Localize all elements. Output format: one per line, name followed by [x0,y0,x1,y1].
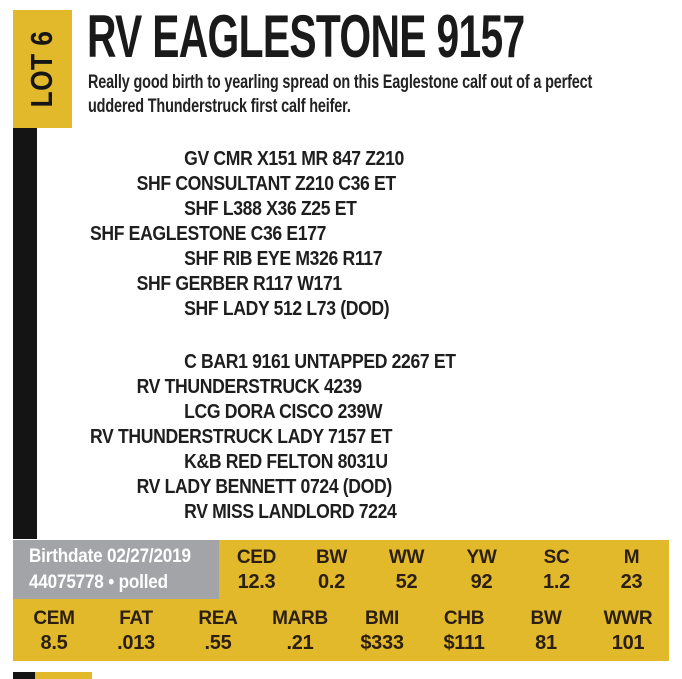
epd-header: CHB [443,608,485,629]
sire-pedigree [90,147,404,322]
lot-number-label: LOT 6 [24,30,60,108]
description-line-1: Really good birth to yearling spread on this Eaglestone calf out of a perfect [88,71,593,93]
animal-description [88,70,592,118]
epd-header: M [623,547,640,568]
epd-header: MARB [272,608,328,629]
epd-value: 1.2 [543,571,570,593]
sire-pedigree-line: SHF LADY 512 L73 (DOD) [184,298,390,320]
dam-pedigree-line: RV MISS LANDLORD 7224 [184,501,397,523]
epd-cell-ced [219,540,294,599]
epd-value: $111 [443,632,485,654]
epd-cell-m [594,540,669,599]
epd-value: 52 [395,571,418,593]
epd-cell-wwr [587,599,669,661]
epd-value: 92 [470,571,493,593]
epd-header: CED [236,547,277,568]
dam-pedigree-line: RV LADY BENNETT 0724 (DOD) [136,476,392,498]
epd-table [13,540,669,661]
sire-pedigree-line: SHF GERBER R117 W171 [136,273,342,295]
birth-info-box [13,540,219,599]
animal-name-title: RV EAGLESTONE 9157 [87,3,525,70]
dam-pedigree-line: C BAR1 9161 UNTAPPED 2267 ET [184,351,456,373]
sire-pedigree-line: SHF L388 X36 Z25 ET [184,198,357,220]
epd-cell-rea [177,599,259,661]
epd-cell-sc [519,540,594,599]
epd-cell-ww [369,540,444,599]
dam-pedigree-line: K&B RED FELTON 8031U [184,451,388,473]
next-lot-yellow-strip [35,672,92,679]
next-lot-black-strip [13,672,35,679]
epd-row-1 [13,540,669,599]
epd-value: $333 [360,632,404,654]
epd-header: YW [466,547,497,568]
registration-polled-text: 44075778 • polled [29,572,168,593]
epd-header: BW [315,547,348,568]
epd-value: 0.2 [318,571,345,593]
dam-pedigree-line: RV THUNDERSTRUCK LADY 7157 ET [90,426,393,448]
description-line-2: uddered Thunderstruck first calf heifer. [88,95,351,117]
sire-pedigree-line: SHF RIB EYE M326 R117 [184,248,383,270]
epd-cell-bmi [341,599,423,661]
dam-pedigree-line: LCG DORA CISCO 239W [184,401,383,423]
epd-header: BMI [365,608,399,629]
sire-pedigree-line: GV CMR X151 MR 847 Z210 [184,148,404,170]
epd-value: 101 [611,632,645,654]
epd-cell-bw2 [505,599,587,661]
epd-header: WW [388,547,425,568]
epd-value: 23 [620,571,643,593]
left-accent-bar [13,128,37,539]
epd-header: CEM [33,608,75,629]
epd-header: WWR [603,608,653,629]
lot-badge [13,10,72,128]
epd-row1-columns [219,540,669,599]
epd-value: 8.5 [40,632,68,654]
dam-pedigree-line: RV THUNDERSTRUCK 4239 [136,376,362,398]
epd-header: FAT [119,608,153,629]
dam-pedigree [90,350,456,525]
epd-value: .21 [286,632,314,654]
epd-value: .013 [117,632,155,654]
epd-cell-fat [95,599,177,661]
epd-value: .55 [204,632,232,654]
epd-value: 12.3 [237,571,276,593]
birthdate-text: Birthdate 02/27/2019 [29,546,191,567]
sire-pedigree-line: SHF EAGLESTONE C36 E177 [90,223,327,245]
sire-pedigree-line: SHF CONSULTANT Z210 C36 ET [136,173,396,195]
epd-cell-yw [444,540,519,599]
epd-cell-bw [294,540,369,599]
epd-cell-cem [13,599,95,661]
epd-header: REA [198,608,238,629]
epd-header: BW [530,608,562,629]
epd-cell-marb [259,599,341,661]
epd-value: 81 [535,632,557,654]
epd-header: SC [543,547,570,568]
epd-row-2 [13,599,669,661]
epd-cell-chb [423,599,505,661]
